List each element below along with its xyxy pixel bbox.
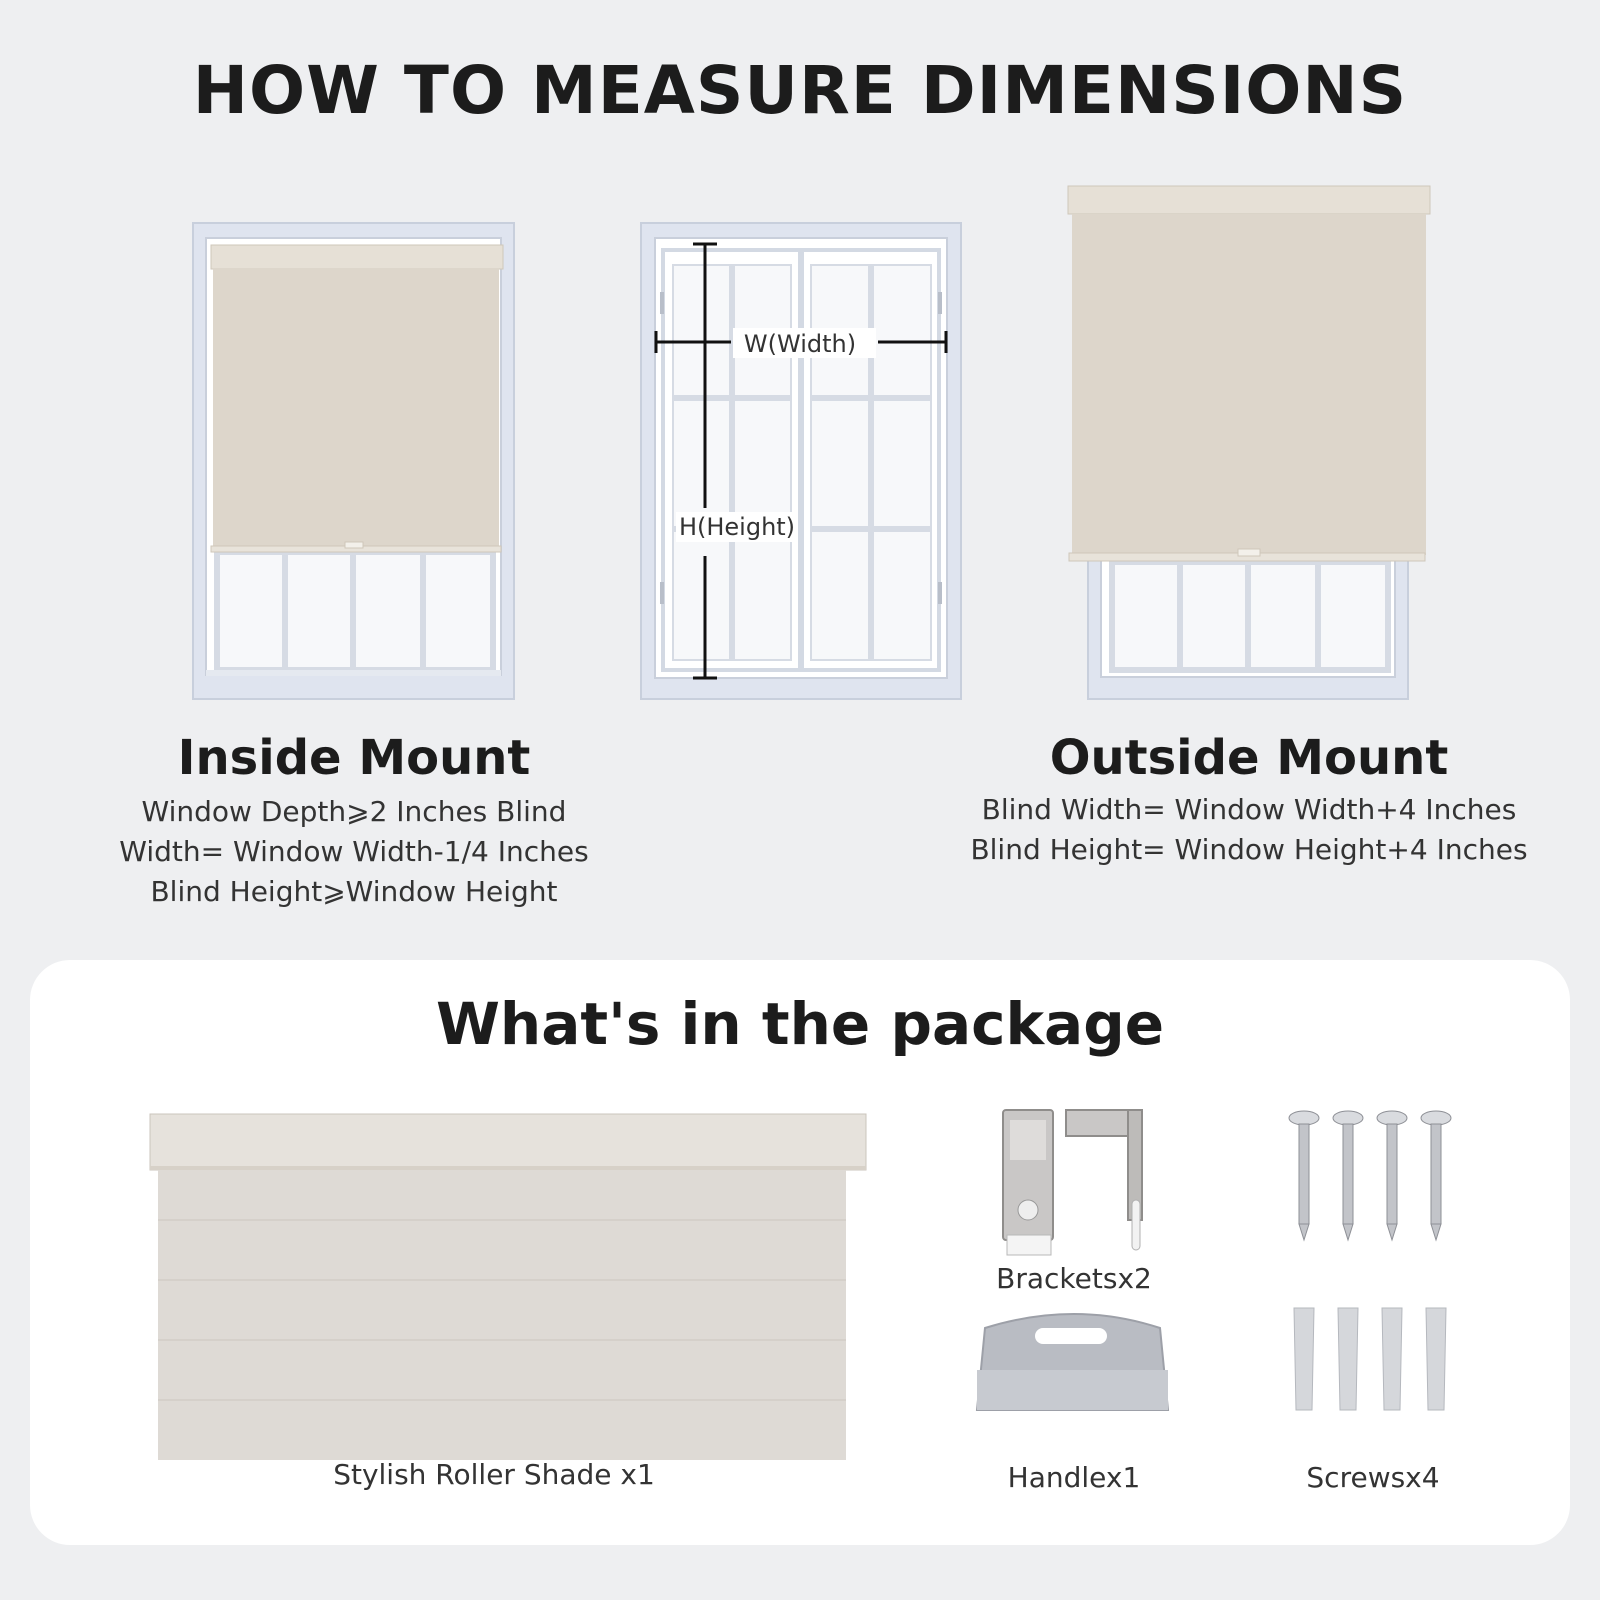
roller-shade-illustration xyxy=(150,1114,866,1460)
package-illustrations xyxy=(0,1080,1600,1460)
handle-label: Handlex1 xyxy=(1007,1461,1141,1494)
package-title: What's in the package xyxy=(435,990,1165,1058)
bracket-right-illustration xyxy=(1066,1110,1142,1250)
wall-anchors-illustration xyxy=(1294,1308,1446,1410)
inside-mount-title: Inside Mount xyxy=(177,730,531,786)
height-label: H(Height) xyxy=(678,513,796,541)
inside-mount-line-3: Blind Height⩾Window Height xyxy=(150,875,558,908)
outside-mount-window-illustration xyxy=(1068,186,1430,699)
page-title: HOW TO MEASURE DIMENSIONS xyxy=(192,52,1408,129)
measure-window-illustration xyxy=(641,223,961,699)
screws-illustration xyxy=(1289,1111,1451,1240)
screws-label: Screwsx4 xyxy=(1306,1461,1440,1494)
shade-label: Stylish Roller Shade x1 xyxy=(333,1458,655,1491)
inside-mount-line-2: Width= Window Width-1/4 Inches xyxy=(119,835,589,868)
inside-mount-line-1: Window Depth⩾2 Inches Blind xyxy=(141,795,567,828)
handle-illustration xyxy=(977,1314,1168,1410)
outside-mount-line-2: Blind Height= Window Height+4 Inches xyxy=(970,833,1528,866)
outside-mount-title: Outside Mount xyxy=(1049,730,1449,786)
brackets-label: Bracketsx2 xyxy=(996,1262,1152,1295)
bracket-left-illustration xyxy=(1003,1110,1053,1255)
inside-mount-window-illustration xyxy=(193,223,514,699)
outside-mount-line-1: Blind Width= Window Width+4 Inches xyxy=(981,793,1517,826)
width-label: W(Width) xyxy=(743,330,857,358)
